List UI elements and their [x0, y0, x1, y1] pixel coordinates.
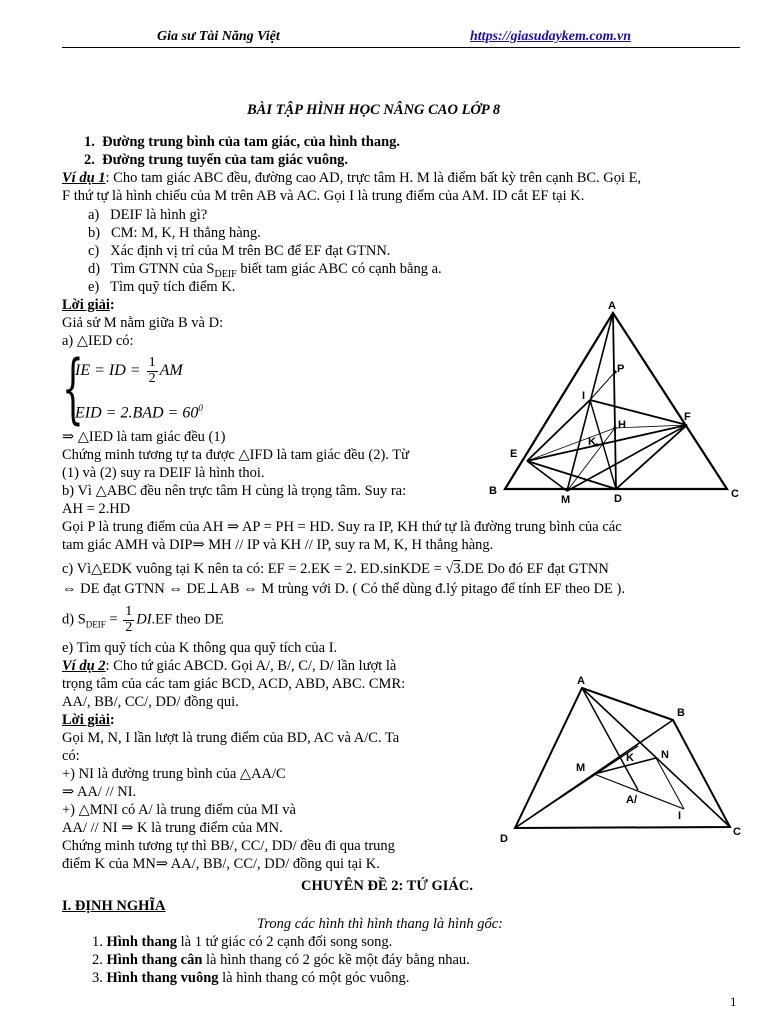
sol1-l10: c) Vì△EDK vuông tại K nên ta có: EF = 2.EK = 2. ED.sinKDE = √3.DE Do đó EF đạt GTNN: [62, 561, 609, 577]
sol1-l8: Gọi P là trung điểm của AH ⇒ AP = PH = HD. Suy ra IP, KH thứ tự là đường trung bình của các: [62, 519, 622, 535]
triangle-figure: [480, 295, 768, 510]
sol1-l12: d) $S_{DEIF}$ = $\frac{1}{2}$ DI.EF theo DE: [62, 604, 224, 635]
segment-mi: [594, 774, 684, 809]
ex1-text1: : Cho tam giác ABC đều, đường cao AD, trực tâm H. M là điểm bất kỳ trên cạnh BC. Gọi E,: [105, 170, 642, 186]
section-intro: Trong các hình thì hình thang là hình gốc:: [257, 916, 503, 932]
label-I: I: [678, 810, 682, 822]
label-C: C: [733, 826, 741, 838]
sol2-heading: Lời giải:: [62, 712, 115, 728]
segment-aa1: [582, 688, 638, 790]
label-K: K: [626, 752, 634, 764]
sol2-l7: Chứng minh tương tự thì BB/, CC/, DD/ đều đi qua trung: [62, 838, 395, 854]
segment-ni: [656, 758, 684, 809]
label-D: D: [614, 493, 622, 505]
ex1-item-d: d) Tìm GTNN của $S_{DEIF}$ biết tam giác ABC có cạnh bằng a.: [88, 261, 442, 280]
ex1-label: Ví dụ 1: [62, 170, 106, 186]
label-H: H: [618, 419, 626, 431]
altitude-ad: [613, 313, 616, 489]
sol1-eq1: IE = ID = $\frac{1}{2}$ AM: [75, 355, 183, 386]
ex1-item-b: b) CM: M, K, H thẳng hàng.: [88, 225, 261, 241]
label-N: N: [661, 749, 669, 761]
sol1-l6: b) Vì △ABC đều nên trực tâm H cùng là trọng tâm. Suy ra:: [62, 483, 407, 499]
system-brace: {: [62, 343, 84, 432]
label-F: F: [684, 411, 691, 423]
segment-d-k: [515, 746, 638, 828]
sol1-l9: tam giác AMH và DIP⇒ MH // IP và KH // IP, suy ra M, K, H thẳng hàng.: [62, 537, 494, 553]
label-C: C: [731, 488, 739, 500]
label-P: P: [617, 363, 625, 375]
ex1-line1: [62, 171, 641, 186]
sol1-heading: Lời giải:: [62, 297, 115, 313]
label-B: B: [677, 707, 685, 719]
label-A-prime: A/: [626, 794, 637, 806]
sol1-eq2: EID = $2.BAD = 60^0$: [75, 403, 203, 422]
label-I: I: [582, 390, 586, 402]
ex2-line3: AA/, BB/, CC/, DD/ đồng qui.: [62, 694, 239, 710]
label-M: M: [576, 762, 586, 774]
ex2-line1: Ví dụ 2: Cho tứ giác ABCD. Gọi A/, B/, C/, D/ lần lượt là: [62, 658, 397, 674]
segment-ef: [527, 425, 687, 461]
label-D: D: [500, 833, 508, 845]
segment-ei: [527, 400, 590, 461]
sol1-l13: e) Tìm quỹ tích của K thông qua quỹ tích của I.: [62, 640, 338, 656]
sol2-l2: có:: [62, 748, 80, 764]
label-B: B: [489, 485, 497, 497]
sol2-l3: +) NI là đường trung bình của △AA/C: [62, 766, 286, 782]
segment-df: [616, 425, 687, 489]
label-E: E: [510, 448, 518, 460]
sol2-l1: Gọi M, N, I lần lượt là trung điểm của BD, AC và A/C. Ta: [62, 730, 400, 746]
header-link[interactable]: https://giasudaykem.com.vn: [470, 29, 631, 44]
definition-2: 2. Hình thang cân là hình thang có 2 góc kề một đáy bằng nhau.: [92, 952, 470, 968]
label-K: K: [588, 436, 596, 448]
topic-1: [84, 135, 400, 150]
page-number: 1: [730, 994, 737, 1009]
label-M: M: [561, 494, 571, 506]
sol1-l3: ⇒ △IED là tam giác đều (1): [62, 429, 226, 445]
topic-1-text: Đường trung bình của tam giác, của hình thang.: [102, 134, 401, 150]
ex1-line2: F thứ tự là hình chiếu của M trên AB và AC. Gọi I là trung điểm của AM. ID cắt EF tại K.: [62, 188, 585, 204]
sol1-l2: a) △IED có:: [62, 333, 134, 349]
definition-3: 3. Hình thang vuông là hình thang có một góc vuông.: [92, 970, 410, 986]
label-A: A: [608, 300, 616, 312]
sol1-l7: AH = 2.HD: [62, 501, 131, 517]
label-A: A: [577, 675, 585, 687]
header-divider: [62, 47, 740, 48]
sol1-l5: (1) và (2) suy ra DEIF là hình thoi.: [62, 465, 265, 481]
topic-1-num: 1.: [84, 134, 95, 150]
ex1-item-c: c) Xác định vị trí của M trên BC để EF đạt GTNN.: [88, 243, 391, 259]
sol1-l4: Chứng minh tương tự ta được △IFD là tam giác đều (2). Từ: [62, 447, 410, 463]
ex2-line2: trọng tâm của các tam giác BCD, ACD, ABD, ABC. CMR:: [62, 676, 406, 692]
sol2-l5: +) △MNI có A/ là trung điểm của MI và: [62, 802, 296, 818]
ex1-item-a: a) DEIF là hình gì?: [88, 207, 208, 223]
page-title: BÀI TẬP HÌNH HỌC NÂNG CAO LỚP 8: [247, 102, 501, 118]
diagonal-ac: [582, 688, 730, 827]
sol1-l1: Giả sử M nằm giữa B và D:: [62, 315, 224, 331]
header-left: Gia sư Tài Năng Việt: [157, 29, 280, 44]
sol1-l11: ⇔ DE đạt GTNN ⇔ DE⊥AB ⇔ M trùng với D. ( Có thể dùng đ.lý pitago để tính EF theo DE ).: [62, 581, 625, 597]
segment-me: [527, 461, 567, 491]
topic-2: [84, 153, 348, 168]
segment-mn: [594, 758, 656, 774]
topic-2-num: 2.: [84, 152, 95, 168]
segment-mf: [567, 425, 687, 491]
ex1-item-e: e) Tìm quỹ tích điểm K.: [88, 279, 236, 295]
sol2-l8: điểm K của MN⇒ AA/, BB/, CC/, DD/ đồng qui tại K.: [62, 856, 380, 872]
definition-1: 1. Hình thang là 1 tứ giác có 2 cạnh đối song song.: [92, 934, 393, 950]
sol2-l6: AA/ // NI ⇒ K là trung điểm của MN.: [62, 820, 283, 836]
sol2-l4: ⇒ AA/ // NI.: [62, 784, 137, 800]
quadrilateral-figure: [490, 668, 750, 853]
section-heading: I. ĐỊNH NGHĨA: [62, 898, 166, 914]
chapter-title: CHUYÊN ĐỀ 2: TỨ GIÁC.: [301, 878, 473, 894]
topic-2-text: Đường trung tuyến của tam giác vuông.: [102, 152, 349, 168]
